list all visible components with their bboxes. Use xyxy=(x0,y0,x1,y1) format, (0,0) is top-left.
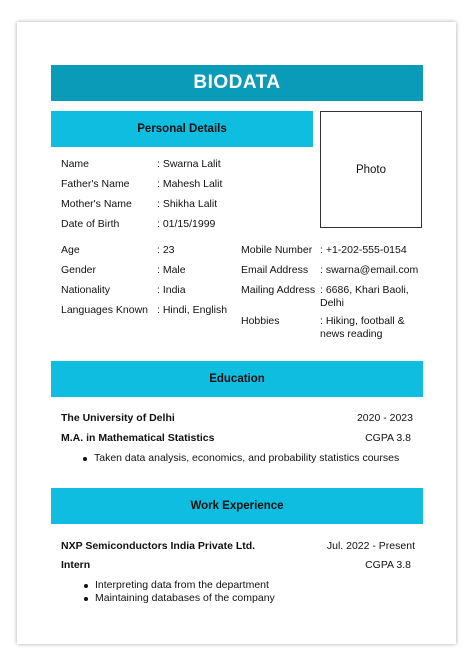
gender-value: : Male xyxy=(157,264,186,276)
mailing-label: Mailing Address xyxy=(241,284,316,296)
name-label: Name xyxy=(61,158,90,170)
email-value: : swarna@email.com xyxy=(320,264,419,276)
education-institution: The University of Delhi xyxy=(61,412,175,424)
father-name-value: : Mahesh Lalit xyxy=(157,178,223,190)
page-title: BIODATA xyxy=(51,65,423,101)
work-company: NXP Semiconductors India Private Ltd. xyxy=(61,540,256,552)
hobbies-label: Hobbies xyxy=(241,315,280,327)
mailing-value: : 6686, Khari Baoli, Delhi xyxy=(320,284,409,309)
age-value: : 23 xyxy=(157,244,175,256)
work-experience-heading: Work Experience xyxy=(51,488,423,524)
languages-label: Languages Known xyxy=(61,304,148,316)
dob-value: : 01/15/1999 xyxy=(157,218,216,230)
mobile-value: : +1-202-555-0154 xyxy=(320,244,407,256)
age-label: Age xyxy=(61,244,80,256)
education-bullet: Taken data analysis, economics, and probability statistics courses xyxy=(80,452,399,465)
work-role: Intern xyxy=(61,559,91,571)
education-grade: CGPA 3.8 xyxy=(365,432,411,444)
name-value: : Swarna Lalit xyxy=(157,158,221,170)
personal-details-heading: Personal Details xyxy=(51,111,313,147)
work-bullet-2: Maintaining databases of the company xyxy=(81,592,275,605)
dob-label: Date of Birth xyxy=(61,218,120,230)
education-degree: M.A. in Mathematical Statistics xyxy=(61,432,215,444)
photo-placeholder xyxy=(320,111,422,228)
mother-name-label: Mother's Name xyxy=(61,198,132,210)
nationality-value: : India xyxy=(157,284,186,296)
mother-name-value: : Shikha Lalit xyxy=(157,198,218,210)
father-name-label: Father's Name xyxy=(61,178,130,190)
hobbies-value: : Hiking, football & news reading xyxy=(320,315,405,340)
email-label: Email Address xyxy=(241,264,309,276)
languages-value: : Hindi, English xyxy=(157,304,228,316)
nationality-label: Nationality xyxy=(61,284,111,296)
work-grade: CGPA 3.8 xyxy=(365,559,411,571)
education-heading: Education xyxy=(51,361,423,397)
work-bullet-1: Interpreting data from the department xyxy=(81,579,269,592)
photo-label: Photo xyxy=(355,163,387,176)
work-dates: Jul. 2022 - Present xyxy=(326,540,415,552)
education-years: 2020 - 2023 xyxy=(356,412,413,424)
gender-label: Gender xyxy=(61,264,97,276)
mobile-label: Mobile Number xyxy=(241,244,313,256)
